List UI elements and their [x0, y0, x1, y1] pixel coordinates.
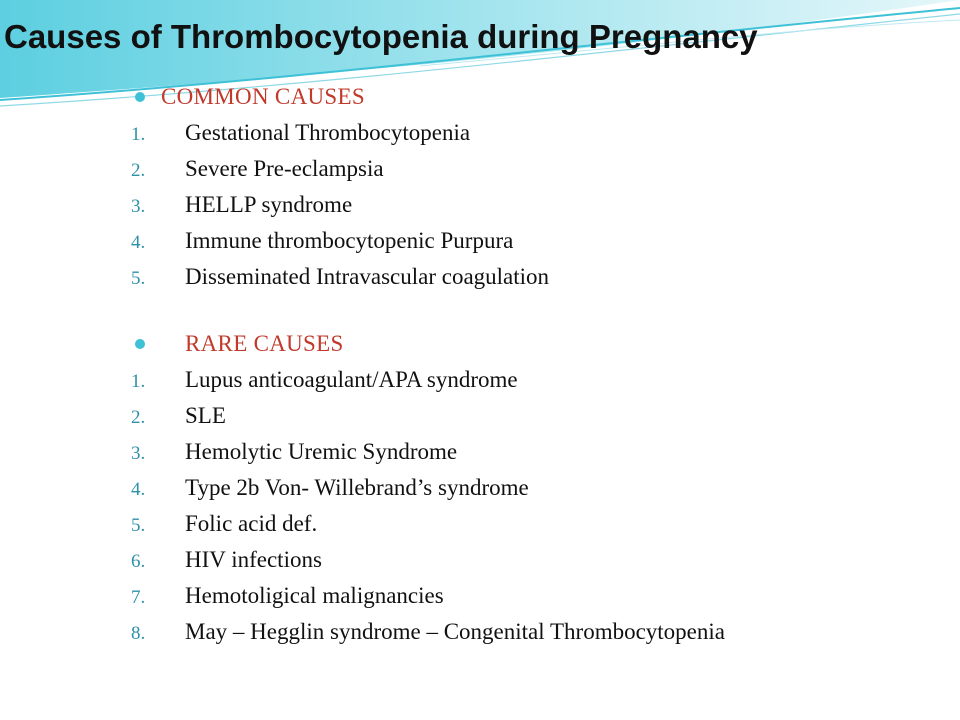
list-item — [131, 470, 725, 506]
item-number: 2. — [131, 407, 146, 428]
list-item — [131, 614, 725, 650]
item-number: 6. — [131, 551, 146, 572]
item-number: 2. — [131, 160, 146, 181]
item-text: Disseminated Intravascular coagulation — [185, 264, 550, 289]
item-text: HIV infections — [185, 547, 322, 572]
item-text: HELLP syndrome — [185, 192, 353, 217]
item-number: 1. — [131, 371, 146, 392]
bullet-icon — [135, 339, 145, 349]
item-number: 5. — [131, 515, 146, 536]
slide-title: Causes of Thrombocytopenia during Pregnancy — [4, 18, 758, 55]
item-number: 5. — [131, 268, 146, 289]
item-text: Severe Pre-eclampsia — [185, 156, 384, 181]
item-number: 7. — [131, 587, 146, 608]
item-number: 4. — [131, 479, 146, 500]
list-item — [131, 115, 549, 151]
rare-causes-label: RARE CAUSES — [185, 331, 344, 356]
list-item — [131, 542, 725, 578]
item-number: 8. — [131, 623, 146, 644]
item-text: Hemolytic Uremic Syndrome — [185, 439, 458, 464]
list-item — [131, 362, 725, 398]
rare-causes-heading — [135, 330, 344, 358]
bullet-icon — [135, 92, 145, 102]
item-text: Lupus anticoagulant/APA syndrome — [185, 367, 518, 392]
common-causes-list — [131, 115, 549, 295]
item-text: SLE — [185, 403, 226, 428]
item-text: Immune thrombocytopenic Purpura — [185, 228, 514, 253]
list-item — [131, 398, 725, 434]
item-text: May – Hegglin syndrome – Congenital Thrombocytopenia — [185, 619, 725, 644]
rare-causes-list — [131, 362, 725, 650]
common-causes-heading — [135, 83, 365, 111]
list-item — [131, 434, 725, 470]
list-item — [131, 223, 549, 259]
list-item — [131, 151, 549, 187]
list-item — [131, 578, 725, 614]
item-number: 1. — [131, 124, 146, 145]
item-text: Type 2b Von- Willebrand’s syndrome — [185, 475, 529, 500]
common-causes-label: COMMON CAUSES — [161, 84, 365, 109]
item-text: Folic acid def. — [185, 511, 318, 536]
list-item — [131, 506, 725, 542]
item-text: Gestational Thrombocytopenia — [185, 120, 471, 145]
item-number: 3. — [131, 443, 146, 464]
item-text: Hemotoligical malignancies — [185, 583, 444, 608]
list-item — [131, 187, 549, 223]
item-number: 4. — [131, 232, 146, 253]
item-number: 3. — [131, 196, 146, 217]
list-item — [131, 259, 549, 295]
